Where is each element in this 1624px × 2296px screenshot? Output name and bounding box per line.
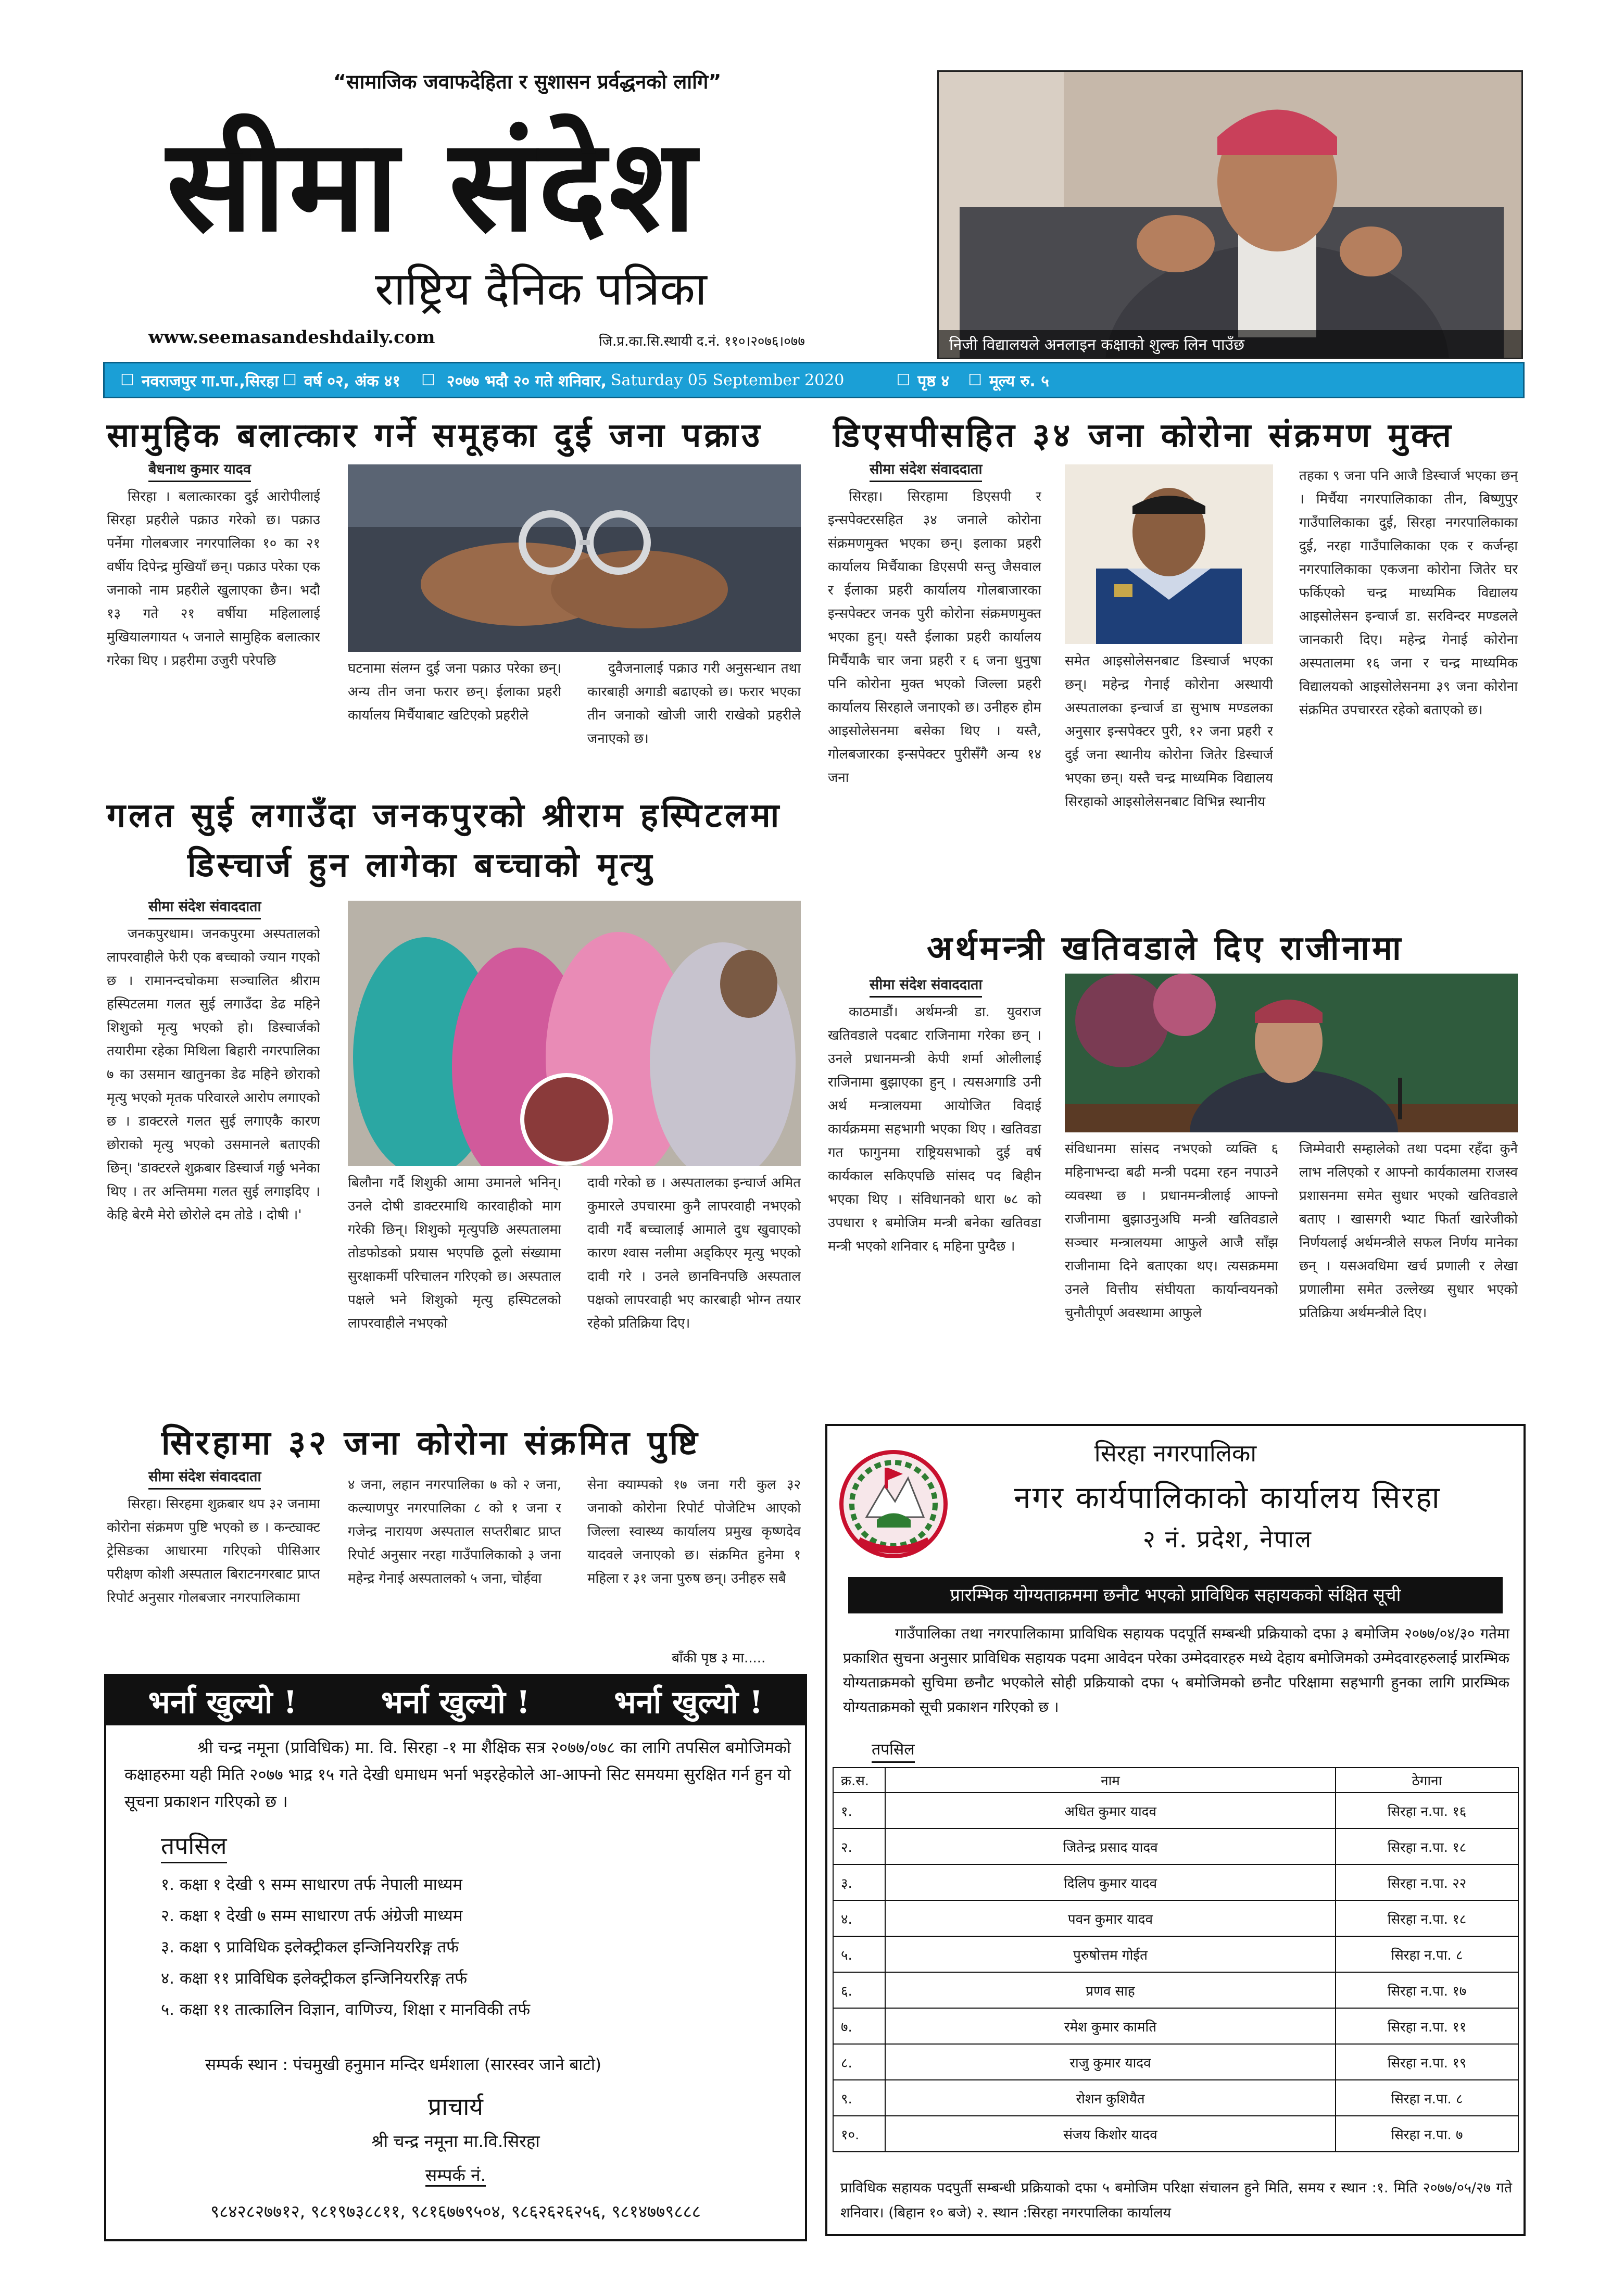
cell-serial: १. <box>833 1793 885 1828</box>
table-row <box>833 2080 1518 2116</box>
admission-contact-place: सम्पर्क स्थान : पंचमुखी हनुमान मन्दिर धर्मशाला (सारस्वर जाने बाटो) <box>205 2055 602 2074</box>
admission-contact-label <box>106 2163 805 2186</box>
cell-address: सिरहा न.पा. १९ <box>1336 2044 1518 2080</box>
table-row <box>833 2044 1518 2080</box>
table-header-row <box>833 1768 1518 1793</box>
story5-text-col3: जिम्मेवारी सम्हालेको तथा पदमा रहँदा कुनै लाभ नलिएको र आफ्नो कार्यकालमा राजस्व प्रशासनमा समेत सुधार भएको खतिवडाले बताए । खासगरी भ्याट फिर्ता खारेजीको निर्णयलाई अर्थमन्त्रीले सफल निर्णय मानेका छन् । यसअवधिमा खर्च प्रणाली र लेखा प्रणालीमा समेत उल्लेख्य सुधार भएको प्रतिक्रिया अर्थमन्त्रीले दिए। <box>1299 1141 1518 1321</box>
story1-col2 <box>348 657 561 751</box>
cell-serial: ६. <box>833 1972 885 2008</box>
story5-text-col2: संविधानमा सांसद नभएको व्यक्ति ६ महिनाभन्दा बढी मन्त्री पदमा रहन नपाउने व्यवस्था छ । प्रधानमन्त्रीलाई आफ्नो राजीनामा बुझाउनुअघि मन्त्री खतिवडाले सञ्चार मन्त्रालयमा आफुले आजै साँझ राजीनामा दिने बताएका थए। त्यसक्रममा उनले वित्तीय संघीयता कार्यान्वयनको चुनौतीपूर्ण अवस्थामा आफुले <box>1065 1141 1278 1321</box>
story2-col2 <box>348 1171 561 1416</box>
story5-headline: अर्थमन्त्री खतिवडाले दिए राजीनामा <box>927 929 1404 968</box>
cell-serial: ५. <box>833 1936 885 1972</box>
admission-contact-label-text: सम्पर्क नं. <box>425 2165 486 2187</box>
story2-headline-line1: गलत सुई लगाउँदा जनकपुरको श्रीराम हस्पिटलमा <box>107 796 783 835</box>
cell-serial: ९. <box>833 2080 885 2116</box>
checkbox-icon: ☐ <box>120 371 134 389</box>
cell-address: सिरहा न.पा. १७ <box>1336 1972 1518 2008</box>
info-pages: पृष्ठ ४ <box>917 372 950 390</box>
admission-list-item: ३. कक्षा ९ प्राविधिक इलेक्ट्रीकल इन्जिनियररिङ्ग तर्फ <box>161 1938 459 1957</box>
story1-byline: बैधनाथ कुमार यादव <box>148 459 251 482</box>
cell-address: सिरहा न.पा. १८ <box>1336 1828 1518 1864</box>
cell-serial: ७. <box>833 2008 885 2044</box>
admission-header-3: भर्ना खुल्यो ! <box>614 1684 763 1721</box>
table-row <box>833 1828 1518 1864</box>
table-header-sn: क्र.स. <box>833 1768 885 1793</box>
checkbox-icon: ☐ <box>896 371 911 389</box>
cell-serial: २. <box>833 1828 885 1864</box>
story2-text-col1: जनकपुरधाम। जनकपुरमा अस्पतालको लापरवाहीले फेरी एक बच्चाको ज्यान गएको छ । रामानन्दचोकमा सञ्चालित श्रीराम हस्पिटलमा गलत सुई लगाउँदा डेढ महिने शिशुको मृत्यु भएको हो। डिस्चार्जको तयारीमा रहेका मिथिला बिहारी नगरपालिका ७ का उसमान खातुनका डेढ महिने छोराको मृत्यु भएको मृतक परिवारले आरोप लगाएको छ । डाक्टरले गलत सुई लगाएकै कारण छोराको मृत्यु भएको उसमानले बताएकी छिन्। 'डाक्टरले शुक्रबार डिस्चार्ज गर्छु भनेका थिए । तर अन्तिममा गलत सुई लगाइदिए । केहि बेरमै मेरो छोरोले दम तोडे । दोषी ।' <box>107 926 320 1223</box>
story2-headline-line2: डिस्चार्ज हुन लागेका बच्चाको मृत्यु <box>187 846 656 885</box>
info-date-en: Saturday 05 September 2020 <box>611 371 845 389</box>
municipal-notice <box>825 1424 1526 2236</box>
story4-col2 <box>1065 650 1273 915</box>
candidates-table <box>833 1767 1519 2152</box>
story3-col1 <box>107 1466 320 1674</box>
admission-notice <box>104 1674 807 2241</box>
story3-text-col1: सिरहा। सिरहमा शुक्रबार थप ३२ जनामा कोरोना संक्रमण पुष्टि भएको छ । कन्ट्याक्ट ट्रेसिङका आधारमा गरिएको पीसिआर परीक्षण कोशी अस्पताल बिराटनगरबाट प्राप्त रिपोर्ट अनुसार गोलबजार नगरपालिकामा <box>107 1496 320 1606</box>
admission-header <box>106 1676 805 1725</box>
admission-list-item: १. कक्षा १ देखी ९ सम्म साधारण तर्फ नेपाली माध्यम <box>161 1875 462 1894</box>
story3-headline: सिरहामा ३२ जना कोरोना संक्रमित पुष्टि <box>161 1423 701 1462</box>
story1-text-col1: सिरहा । बलात्कारका दुई आरोपीलाई सिरहा प्रहरीले पक्राउ गरेको छ। पक्राउ पर्नेमा गोलबजार नगरपालिका १० का २१ वर्षीय दिपेन्द्र मुखियाँ छन्। पक्राउ परेका एक जनाको नाम प्रहरीले खुलाएका छैन। भदौ १३ गते २१ वर्षीया महिलालाई मुखियालगायत ५ जनाले सामुहिक बलात्कार गरेका थिए । प्रहरीमा उजुरी परेपछि <box>107 489 320 668</box>
website-link[interactable]: www.seemasandeshdaily.com <box>148 327 435 348</box>
table-row <box>833 1793 1518 1828</box>
municipal-province: २ नं. प्रदेश, नेपाल <box>1142 1525 1313 1553</box>
cell-address: सिरहा न.पा. १८ <box>1336 1900 1518 1936</box>
story4-text-col2: समेत आइसोलेसनबाट डिस्चार्ज भएका छन्। महेन्द्र गेनाई कोरोना अस्थायी अस्पतालका इन्चार्ज डा सुभाष मण्डलका अनुसार इन्सपेक्टर पुरी, १२ जना प्रहरी र दुई जना स्थानीय कोरोना जितेर डिस्चार्ज भएका छन्। यस्तै चन्द्र माध्यमिक विद्यालय सिरहाको आइसोलेसनबाट विभिन्न स्थानीय <box>1065 653 1273 810</box>
cell-name: संजय किशोर यादव <box>885 2116 1336 2152</box>
admission-list <box>161 1873 530 2029</box>
story3-col2 <box>348 1473 561 1671</box>
cell-name: जितेन्द्र प्रसाद यादव <box>885 1828 1336 1864</box>
story3-byline: सीमा संदेश संवाददाता <box>148 1466 261 1490</box>
story5-photo-minister <box>1065 974 1518 1132</box>
municipal-body: गाउँपालिका तथा नगरपालिकामा प्राविधिक सहायक पदपूर्ति सम्बन्धी प्रक्रियाको दफा ३ बमोजिम २०७७/०४/३० गतेमा प्रकाशित सुचना अनुसार प्राविधिक सहायक पदमा आवेदन परेका उम्मेदवारहरु मध्ये देहाय बमोजिमको उम्मेदवारहरुलाई प्रारम्भिक योग्यताक्रमको सुचिमा छनौट भएकोले सोही प्रक्रियाको दफा ५ बमोजिमको छनौट परिक्षामा सहभागी हुनका लागि प्रारम्भिक योग्यताक्रमको सूची प्रकाशन गरिएको छ । <box>843 1625 1509 1715</box>
story2-col1 <box>107 895 320 1416</box>
story4-col3 <box>1299 464 1518 923</box>
cell-address: सिरहा न.पा. ८ <box>1336 1936 1518 1972</box>
admission-list-item: २. कक्षा १ देखी ७ सम्म साधारण तर्फ अंग्रेजी माध्यम <box>161 1907 463 1925</box>
info-bar <box>103 362 1525 398</box>
cell-name: प्रणव साह <box>885 1972 1336 2008</box>
checkbox-icon: ☐ <box>968 371 982 389</box>
admission-phones: ९८४२८२७७१२, ९८१९७३८८११, ९८१६७७९५०४, ९८६२६२६२५६, ९८१४७७९८८८ <box>210 2201 701 2222</box>
cell-address: सिरहा न.पा. ८ <box>1336 2080 1518 2116</box>
story5-text-col1: काठमाडौं। अर्थमन्त्री डा. युवराज खतिवडाले पदबाट राजिनामा गरेका छन् । उनले प्रधानमन्त्री केपी शर्मा ओलीलाई राजिनामा बुझाएका हुन् । त्यसअगाडि उनी अर्थ मन्त्रालयमा आयोजित विदाई कार्यक्रममा सहभागी भएका थिए । खतिवडा गत फागुनमा राष्ट्रियसभाको दुई वर्ष कार्यकाल सकिएपछि सांसद पद बिहीन भएका थिए । संविधानको धारा ७८ को उपधारा १ बमोजिम मन्त्री बनेका खतिवडा मन्त्री भएको शनिवार ६ महिना पुग्दैछ । <box>828 1004 1041 1254</box>
admission-list-item: ४. कक्षा ११ प्राविधिक इलेक्ट्रीकल इन्जिनियररिङ्ग तर्फ <box>161 1969 468 1988</box>
registration-number: जि.प्र.का.सि.स्थायी द.नं. ११०।२०७६।०७७ <box>599 334 805 349</box>
story2-text-col2: बिलौना गर्दै शिशुकी आमा उमानले भनिन्। उनले दोषी डाक्टरमाथि कारवाहीको माग गरेकी छिन्। शिशुको मृत्युपछि अस्पतालमा तोडफोडको प्रयास भएपछि ठूलो संख्यामा सुरक्षाकर्मी परिचालन गरिएको छ। अस्पताल पक्षले भने शिशुको मृत्यु हस्पिटलको लापरवाहीले नभएको <box>348 1175 561 1331</box>
admission-list-title: तपसिल <box>161 1830 227 1863</box>
municipal-list-label: तपसिल <box>872 1738 915 1763</box>
story5-byline: सीमा संदेश संवाददाता <box>870 974 982 998</box>
story4-byline: सीमा संदेश संवाददाता <box>870 459 982 482</box>
table-row <box>833 1972 1518 2008</box>
masthead-photo <box>937 70 1523 359</box>
cell-name: पवन कुमार यादव <box>885 1900 1336 1936</box>
table-header-address: ठेगाना <box>1336 1768 1518 1793</box>
cell-name: राजु कुमार यादव <box>885 2044 1336 2080</box>
info-price: मूल्य रु. ५ <box>989 372 1049 390</box>
story1-photo-handcuffs <box>348 464 801 652</box>
table-row <box>833 1900 1518 1936</box>
municipal-notice-title: प्रारम्भिक योग्यताक्रममा छनौट भएको प्राविधिक सहायकको संक्षित सूची <box>848 1577 1503 1613</box>
story3-col3 <box>587 1473 801 1645</box>
story3-text-col2: ४ जना, लहान नगरपालिका ७ को २ जना, कल्याणपुर नगरपालिका ८ को १ जना र गजेन्द्र नारायण अस्पताल सप्तरीबाट प्राप्त रिपोर्ट अनुसार नरहा गाउँपालिकाको ३ जना महेन्द्र गेनाई अस्पतालको ५ जना, चोर्हवा <box>348 1477 561 1586</box>
story3-continued: बाँकी पृष्ठ ३ मा..... <box>672 1650 766 1666</box>
story4-text-col3: तहका ९ जना पनि आजै डिस्चार्ज भएका छन् । मिर्चैया नगरपालिकाका तीन, बिष्णुपुर गाउँपालिकाका दुई, सिरहा नगरपालिकाका दुई, नरहा गाउँपालिकाका एक र कर्जन्हा नगरपालिकाका एकजना कोरोना जितेर घर फर्किएको चन्द्र माध्यमिक विद्यालय आइसोलेसन इन्चार्ज डा. सरविन्दर मण्डलले जानकारी दिए। महेन्द्र गेनाई कोरोना अस्पतालमा १६ जना र चन्द्र माध्यमिक विद्यालयको आइसोलेसनमा ३९ जना कोरोना संक्रमित उपचाररत रहेको बताएको छ। <box>1299 468 1518 718</box>
cell-name: अधित कुमार यादव <box>885 1793 1336 1828</box>
story4-col1 <box>828 458 1041 916</box>
municipal-office: नगर कार्यपालिकाको कार्यालय सिरहा <box>1014 1480 1441 1515</box>
masthead-slogan: “सामाजिक जवाफदेहिता र सुशासन प्रर्वद्धनको लागि” <box>333 70 722 93</box>
table-row <box>833 1864 1518 1900</box>
table-row <box>833 2008 1518 2044</box>
story5-col3 <box>1299 1138 1518 1419</box>
info-place: नवराजपुर गा.पा.,सिरहा <box>141 372 279 390</box>
cell-name: रमेश कुमार कामति <box>885 2008 1336 2044</box>
checkbox-icon: ☐ <box>282 371 297 389</box>
story5-col2 <box>1065 1138 1278 1419</box>
story4-photo-police <box>1065 464 1273 644</box>
story3-text-col3: सेना क्याम्पको १७ जना गरी कुल ३२ जनाको कोरोना रिपोर्ट पोजेटिभ आएको जिल्ला स्वास्थ्य कार्यालय प्रमुख कृष्णदेव यादवले जनाएको छ। संक्रमित हुनेमा १ महिला र ३१ जना पुरुष छन्। उनीहरु सबै <box>587 1477 801 1586</box>
admission-principal: प्राचार्य <box>428 2092 483 2121</box>
admission-list-item: ५. कक्षा ११ तात्कालिन विज्ञान, वाणिज्य, शिक्षा र मानविकी तर्फ <box>161 2000 531 2019</box>
cell-serial: ८. <box>833 2044 885 2080</box>
table-row <box>833 1936 1518 1972</box>
admission-school: श्री चन्द्र नमूना मा.वि.सिरहा <box>371 2131 540 2151</box>
cell-serial: १०. <box>833 2116 885 2152</box>
cell-address: सिरहा न.पा. २२ <box>1336 1864 1518 1900</box>
masthead-subtitle: राष्ट्रिय दैनिक पत्रिका <box>375 262 707 316</box>
story2-photo-mourning <box>348 901 801 1166</box>
cell-name: पुरुषोत्तम गोईत <box>885 1936 1336 1972</box>
cell-address: सिरहा न.पा. १६ <box>1336 1793 1518 1828</box>
admission-header-1: भर्ना खुल्यो ! <box>148 1684 297 1721</box>
info-date-np: २०७७ भदौ २० गते शनिवार, <box>446 372 607 390</box>
story4-headline: डिएसपीसहित ३४ जना कोरोना संक्रमण मुक्त <box>833 416 1454 455</box>
municipal-footer: प्राविधिक सहायक पदपुर्ती सम्बन्धी प्रक्रियाको दफा ५ बमोजिम परिक्षा संचालन हुने मिति, समय र स्थान :१. मिति २०७७/०५/२७ गते शनिवार। (बिहान १० बजे) २. स्थान :सिरहा नगरपालिका कार्यालय <box>840 2180 1512 2221</box>
story1-text-col3: दुवैजनालाई पक्राउ गरी अनुसन्धान तथा कारबाही अगाडी बढाएको छ। फरार भएका तीन जनाको खोजी जारी राखेको प्रहरीले जनाएको छ। <box>587 661 801 747</box>
cell-serial: ३. <box>833 1864 885 1900</box>
table-header-name: नाम <box>885 1768 1336 1793</box>
table-row <box>833 2116 1518 2152</box>
story2-byline: सीमा संदेश संवाददाता <box>148 896 261 919</box>
cell-address: सिरहा न.पा. ११ <box>1336 2008 1518 2044</box>
story1-text-col2: घटनामा संलग्न दुई जना पक्राउ परेका छन्। अन्य तीन जना फरार छन्। ईलाका प्रहरी कार्यालय मिर्चैयाबाट खटिएको प्रहरीले <box>348 661 561 723</box>
cell-name: रोशन कुशियैत <box>885 2080 1336 2116</box>
info-volume: वर्ष ०२, अंक ४१ <box>304 372 400 390</box>
cell-address: सिरहा न.पा. ७ <box>1336 2116 1518 2152</box>
masthead-photo-caption: निजी विद्यालयले अनलाइन कक्षाको शुल्क लिन पाउँछ <box>939 330 1521 358</box>
admission-header-2: भर्ना खुल्यो ! <box>381 1684 530 1721</box>
story1-col3 <box>587 657 801 751</box>
story5-col1 <box>828 974 1041 1421</box>
checkbox-icon: ☐ <box>421 371 435 389</box>
story2-col3 <box>587 1171 801 1416</box>
story2-text-col3: दावी गरेको छ । अस्पतालका इन्चार्ज अमित कुमारले उपचारमा कुनै लापरवाही नभएको दावी गर्दै बच्चालाई आमाले दुध खुवाएको कारण श्वास नलीमा अड्किएर मृत्यु भएको दावी गरे । उनले छानविनपछि अस्पताल पक्षको लापरवाही भए कारबाही भोग्न तयार रहेको प्रतिक्रिया दिए। <box>587 1175 801 1331</box>
cell-serial: ४. <box>833 1900 885 1936</box>
story4-text-col1: सिरहा। सिरहामा डिएसपी र इन्सपेक्टरसहित ३४ जनाले कोरोना संक्रमणमुक्त भएका छन्। इलाका प्रहरी कार्यालय मिर्चैयाका डिएसपी सन्तु जैसवाल र ईलाका प्रहरी कार्यालय गोलबाजारका इन्सपेक्टर जनक पुरी कोरोना संक्रमणमुक्त भएका हुन्। यस्तै ईलाका प्रहरी कार्यालय मिर्चैयाकै चार जना प्रहरी र ६ जना धुनुषा पनि कोरोना मुक्त भएको जिल्ला प्रहरी कार्यालय सिरहाले जनाएको छ। उनीहरु होम आइसोलेसनमा बसेका थिए । यस्तै, गोलबजारका इन्सपेक्टर पुरीसँगै अन्य १४ जना <box>828 489 1041 786</box>
masthead-title: सीमा संदेश <box>167 110 699 260</box>
story1-col1 <box>107 458 320 750</box>
admission-intro: श्री चन्द्र नमूना (प्राविधिक) मा. वि. सिरहा -१ मा शैक्षिक सत्र २०७७/०७८ का लागि तपसिल बमोजिमको कक्षाहरुमा यही मिति २०७७ भाद्र १५ गते देखी धमाधम भर्ना भइरहेकोले आ-आफ्नो सिट समयमा सुरक्षित गर्न हुन यो सूचना प्रकाशन गरिएको छ । <box>124 1738 791 1811</box>
story1-headline: सामुहिक बलात्कार गर्ने समूहका दुई जना पक्राउ <box>107 416 763 455</box>
cell-name: दिलिप कुमार यादव <box>885 1864 1336 1900</box>
municipal-name: सिरहा नगरपालिका <box>1094 1439 1257 1467</box>
